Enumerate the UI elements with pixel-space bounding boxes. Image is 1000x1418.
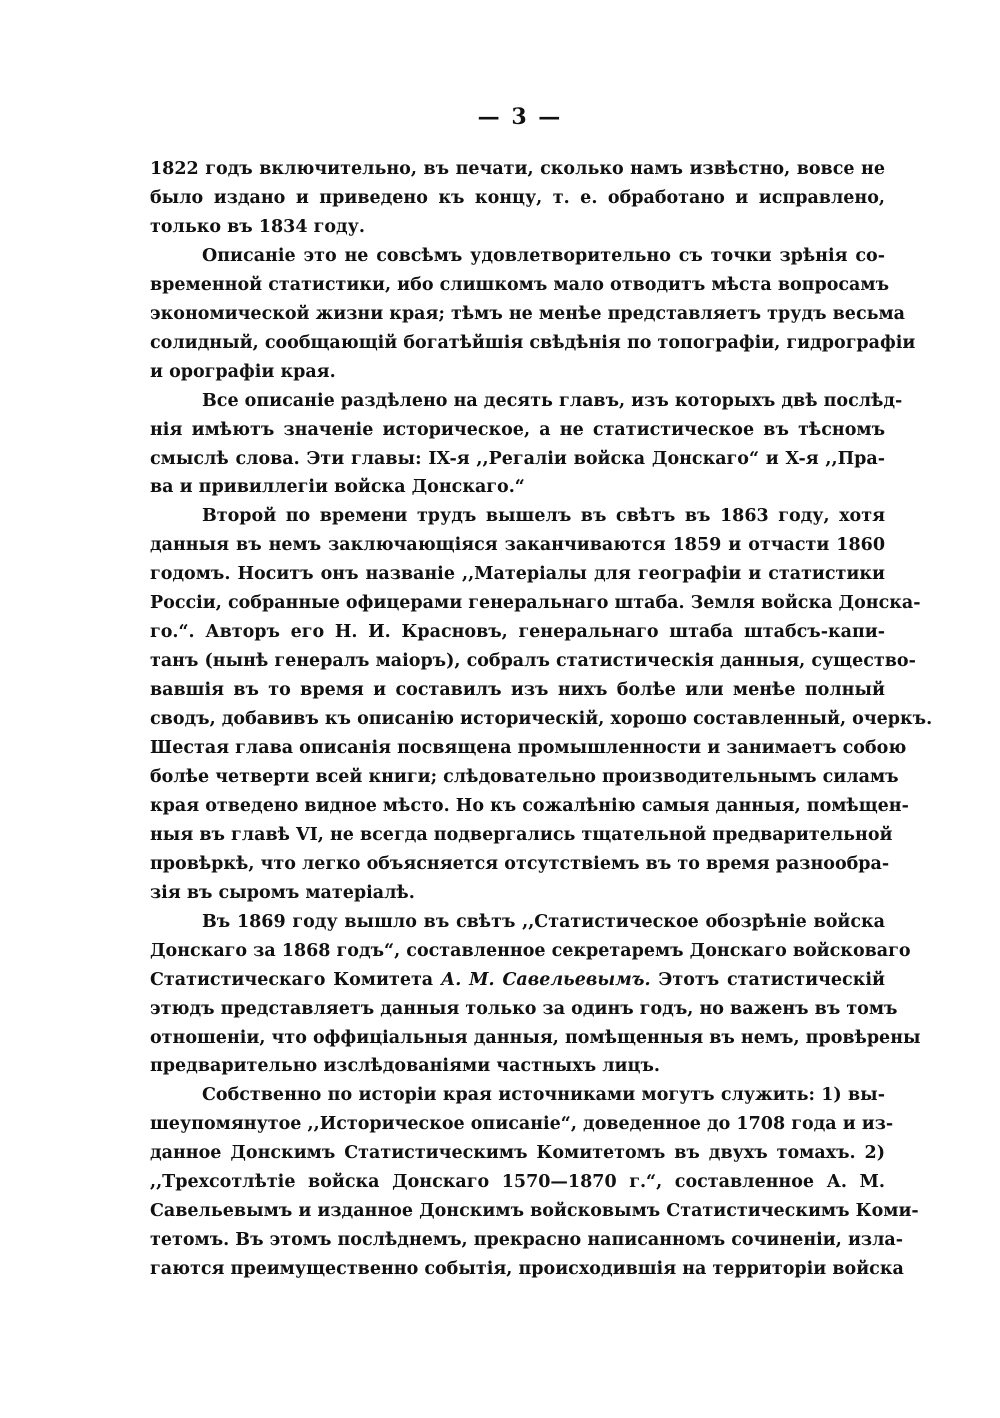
text-line: ва и привиллегіи войска Донскаго.“ [150, 477, 525, 498]
text-line: смыслѣ слова. Эти главы: IX-я ,,Регаліи войска Донскаго“ и X-я ,,Пра- [150, 448, 885, 469]
text-line: предварительно изслѣдованіями частныхъ лицъ. [150, 1056, 660, 1077]
text-segment: Статистическаго Комитета [150, 969, 441, 990]
text-line: 1822 годъ включительно, въ печати, сколько намъ извѣстно, вовсе не [150, 159, 885, 179]
text-line: вавшія въ то время и составилъ изъ нихъ болѣе или менѣе полный [150, 680, 885, 701]
text-line: этюдъ представляетъ данныя только за одинъ годъ, но важенъ въ томъ [150, 998, 898, 1019]
text-line: Шестая глава описанія посвящена промышленности и занимаетъ собою [150, 738, 907, 758]
text-line: танъ (нынѣ генералъ маіоръ), собралъ статистическія данныя, существо- [150, 651, 916, 672]
page-number: — 3 — [477, 104, 563, 130]
text-line: сводъ, добавивъ къ описанію историческій, хорошо составленный, очеркъ. [150, 709, 933, 730]
text-line: болѣе четверти всей книги; слѣдовательно производительнымъ силамъ [150, 766, 899, 787]
text-line: и орографіи края. [150, 361, 336, 382]
text-line: экономической жизни края; тѣмъ не менѣе представляетъ трудъ весьма [150, 303, 906, 324]
text-line: Россіи, собранные офицерами генеральнаго штаба. Земля войска Донска- [150, 593, 921, 614]
text-line: го.“. Авторъ его Н. И. Красновъ, генеральнаго штаба штабсъ-капи- [150, 622, 885, 643]
text-segment: Этотъ статистическій [650, 969, 885, 990]
text-line: Собственно по исторіи края источниками могутъ служить: 1) вы- [202, 1085, 885, 1106]
author-name-italic: А. М. Савельевымъ. [440, 969, 651, 990]
text-line: только въ 1834 году. [150, 216, 365, 237]
text-line: шеупомянутое ,,Историческое описаніе“, доведенное до 1708 года и из- [150, 1114, 894, 1135]
text-line [150, 966, 885, 995]
text-line: Второй по времени трудъ вышелъ въ свѣтъ въ 1863 году, хотя [202, 506, 885, 527]
text-line: отношеніи, что оффиціальныя данныя, помѣщенныя въ немъ, провѣрены [150, 1027, 921, 1048]
text-line: ныя въ главѣ VI, не всегда подвергались тщательной предварительной [150, 824, 893, 845]
text-line: годомъ. Носитъ онъ названіе ,,Матеріалы для географіи и статистики [150, 564, 885, 585]
text-line: Донскаго за 1868 годъ“, составленное секретаремъ Донскаго войсковаго [150, 940, 911, 961]
text-line: Все описаніе раздѣлено на десять главъ, изъ которыхъ двѣ послѣд- [202, 390, 903, 411]
text-line: Описаніе это не совсѣмъ удовлетворительно съ точки зрѣнія со- [202, 245, 885, 266]
text-line: края отведено видное мѣсто. Но къ сожалѣнію самыя данныя, помѣщен- [150, 795, 909, 816]
text-line: ,,Трехсотлѣтіе войска Донскаго 1570—1870 г.“, составленное А. М. [150, 1172, 885, 1193]
text-line: гаются преимущественно событія, происходившія на территоріи войска [150, 1259, 904, 1280]
text-line: солидный, сообщающій богатѣйшія свѣдѣнія по топографіи, гидрографіи [150, 332, 916, 353]
text-line: было издано и приведено къ концу, т. е. обработано и исправлено, [150, 187, 885, 208]
text-line: зія въ сыромъ матеріалѣ. [150, 882, 415, 903]
text-line: Савельевымъ и изданное Донскимъ войсковымъ Статистическимъ Коми- [150, 1201, 919, 1222]
text-line: нія имѣютъ значеніе историческое, а не статистическое въ тѣсномъ [150, 419, 885, 440]
text-line: временной статистики, ибо слишкомъ мало отводитъ мѣста вопросамъ [150, 274, 889, 295]
text-line: тетомъ. Въ этомъ послѣднемъ, прекрасно написанномъ сочиненіи, изла- [150, 1230, 904, 1251]
text-line: Въ 1869 году вышло въ свѣтъ ,,Статистическое обозрѣніе войска [202, 911, 885, 932]
text-line: провѣркѣ, что легко объясняется отсутствіемъ въ то время разнообра- [150, 853, 890, 874]
text-line: данное Донскимъ Статистическимъ Комитетомъ въ двухъ томахъ. 2) [150, 1143, 885, 1164]
text-line: данныя въ немъ заключающіяся заканчиваются 1859 и отчасти 1860 [150, 535, 885, 556]
